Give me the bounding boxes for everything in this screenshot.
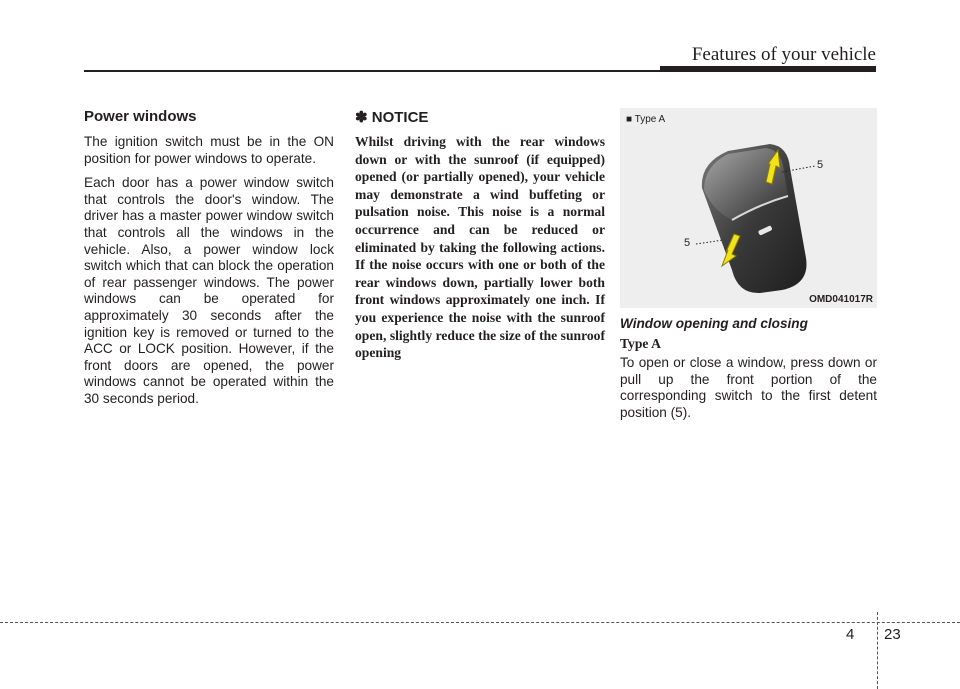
- paragraph-ignition: The ignition switch must be in the ON position for power windows to operate.: [84, 134, 334, 166]
- window-switch-illustration: [620, 108, 877, 308]
- figure-label: ■ Type A: [626, 114, 666, 125]
- footer-rule: [0, 622, 960, 623]
- callout-top: 5: [817, 159, 824, 171]
- figure-code: OMD041017R: [809, 294, 873, 305]
- callout-bottom: 5: [684, 237, 691, 249]
- page-number: 23: [884, 626, 901, 643]
- callout-line-bottom: [696, 240, 723, 244]
- notice-heading: [355, 108, 605, 126]
- notice-box: [355, 108, 605, 362]
- switch-illustration: [620, 108, 877, 308]
- chapter-number: 4: [846, 626, 855, 643]
- footer-divider: [877, 612, 878, 689]
- header-title: Features of your vehicle: [691, 44, 876, 65]
- notice-title: NOTICE: [371, 109, 429, 126]
- type-label: Type A: [620, 336, 661, 351]
- window-instructions: To open or close a window, press down or pull up the front portion of the corresponding switch to the first detent position (5).: [620, 355, 877, 420]
- subsection-title: Window opening and closing: [620, 316, 808, 331]
- paragraph-switches: Each door has a power window switch that controls the door's window. The driver has a master power window switch that controls all the windows in the vehicle. Also, a power window lock switch which that can block the operation of rear passenger windows. The power windows can be operated for approximately 30 seconds after the ignition key is removed or turned to the ACC or LOCK position. However, if the front doors are opened, the power windows cannot be operated within the 30 seconds period.: [84, 175, 334, 406]
- section-title: Power windows: [84, 108, 197, 125]
- column-power-windows: [84, 108, 334, 416]
- header-rule-accent: [660, 66, 876, 72]
- notice-text: Whilst driving with the rear windows down or with the sunroof (if equipped) opened (or partially opened), your vehicle may demonstrate a wind buffeting or pulsation noise. This noise is a normal occurrence and can be reduced or eliminated by taking the following actions. If the noise occurs with one or both of the rear windows down, partially lower both front windows approximately one inch. If you experience the noise with the sunroof open, slightly reduce the size of the sunroof opening: [355, 134, 605, 361]
- notice-icon: ✽: [355, 109, 368, 126]
- column-window-operation: [620, 108, 877, 429]
